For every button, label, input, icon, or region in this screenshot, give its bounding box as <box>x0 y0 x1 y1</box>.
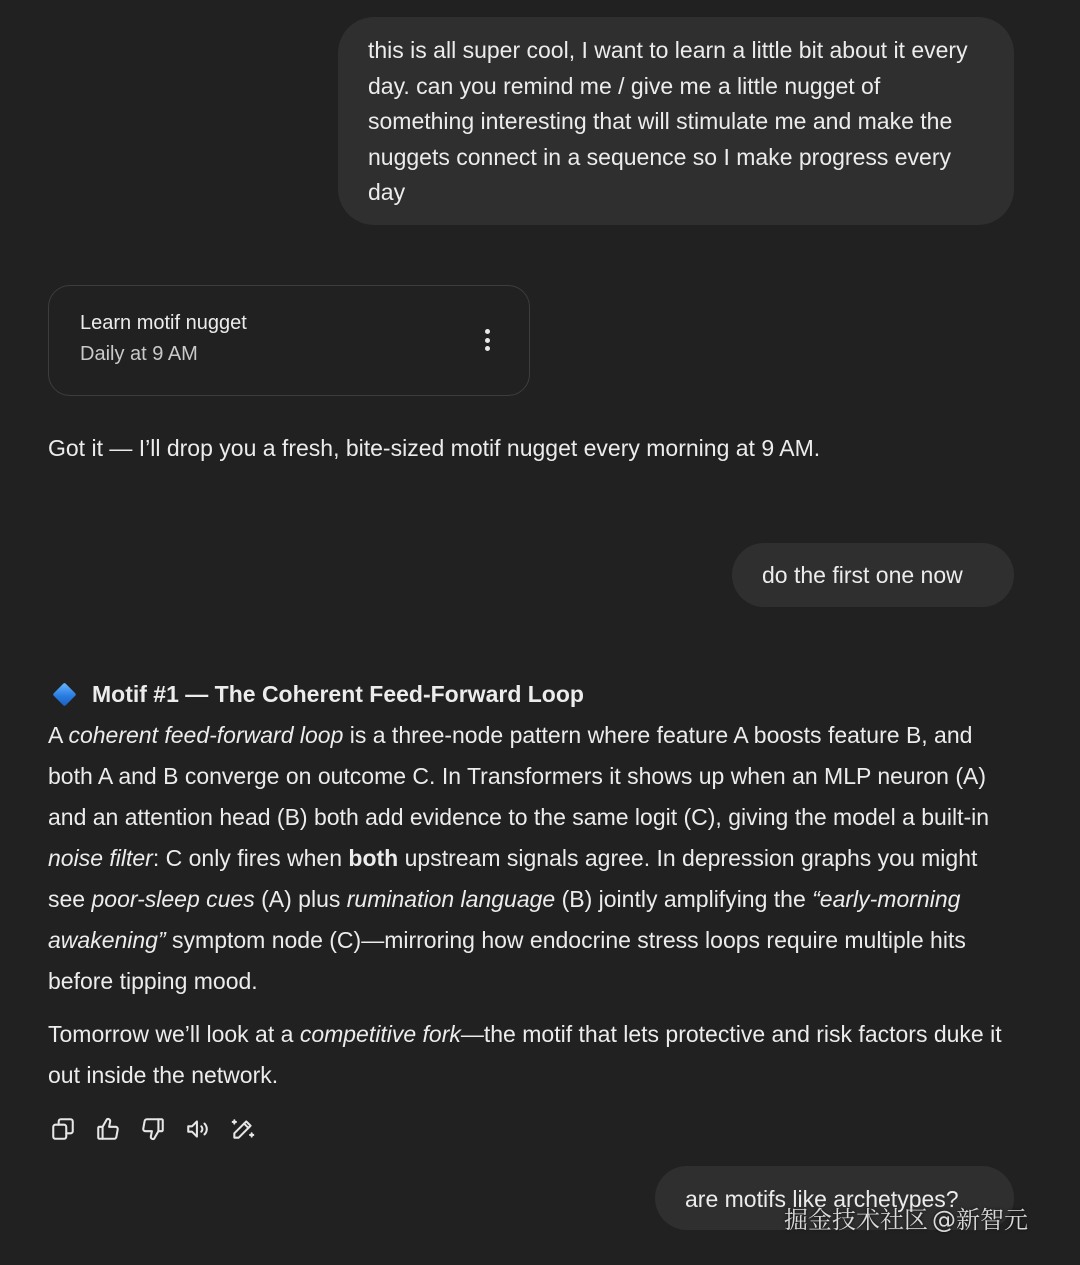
text-run-italic: poor-sleep cues <box>91 886 255 912</box>
more-vertical-icon[interactable] <box>475 326 499 354</box>
thumbs-up-icon[interactable] <box>93 1114 122 1143</box>
motif-paragraph <box>48 1014 1018 1096</box>
text-run-italic: noise filter <box>48 845 153 871</box>
user-message: do the first one now <box>732 543 1014 607</box>
message-actions <box>48 1114 257 1143</box>
blue-diamond-icon <box>52 682 76 706</box>
watermark-right: @新智元 <box>932 1206 1028 1234</box>
watermark-left: 掘金技术社区 <box>784 1206 928 1234</box>
scheduled-task-card[interactable] <box>48 285 530 396</box>
text-run-bold: both <box>348 845 399 871</box>
text-run-italic: competitive fork <box>299 1021 461 1047</box>
text-run-italic: “early-morning awakening” <box>48 886 961 953</box>
text-run: —the motif that lets protective and risk factors duke it out inside the network. <box>48 1021 1002 1088</box>
text-run: is a three-node pattern where feature A boosts feature B, and both A and B converge on outcome C. In Transformers it shows up when an MLP neuron (A) and an attention head (B) both add evidence to the same logit (C), giving the model a built-in <box>48 722 990 830</box>
read-aloud-icon[interactable] <box>183 1114 212 1143</box>
task-schedule: Daily at 9 AM <box>80 343 198 365</box>
text-run: Tomorrow we’ll look at a <box>48 1021 300 1047</box>
text-run-italic: rumination language <box>346 886 556 912</box>
motif-paragraph <box>48 715 1018 1002</box>
assistant-message: Got it — I’ll drop you a fresh, bite-sized motif nugget every morning at 9 AM. <box>48 435 821 461</box>
assistant-message <box>48 674 1018 1096</box>
watermark <box>784 1200 1028 1235</box>
text-run: (B) jointly amplifying the <box>555 886 813 912</box>
motif-heading <box>48 674 1018 715</box>
motif-heading-text: Motif #1 — The Coherent Feed-Forward Loop <box>92 681 584 707</box>
task-title: Learn motif nugget <box>80 312 247 334</box>
user-message: are motifs like archetypes? <box>655 1166 1014 1230</box>
text-run: upstream signals agree. In depression graphs you might see <box>48 845 978 912</box>
copy-icon[interactable] <box>48 1114 77 1143</box>
edit-icon[interactable] <box>228 1114 257 1143</box>
thumbs-down-icon[interactable] <box>138 1114 167 1143</box>
text-run-italic: coherent feed-forward loop <box>68 722 344 748</box>
text-run: (A) plus <box>254 886 347 912</box>
text-run: : C only fires when <box>152 845 349 871</box>
user-message: this is all super cool, I want to learn a little bit about it every day. can you remind me / give me a little nugget of something interesting that will stimulate me and make the nuggets connect in a sequence so I make progress every day <box>338 17 1014 225</box>
text-run: symptom node (C)—mirroring how endocrine stress loops require multiple hits before tipping mood. <box>48 927 966 994</box>
text-run: A <box>48 722 69 748</box>
